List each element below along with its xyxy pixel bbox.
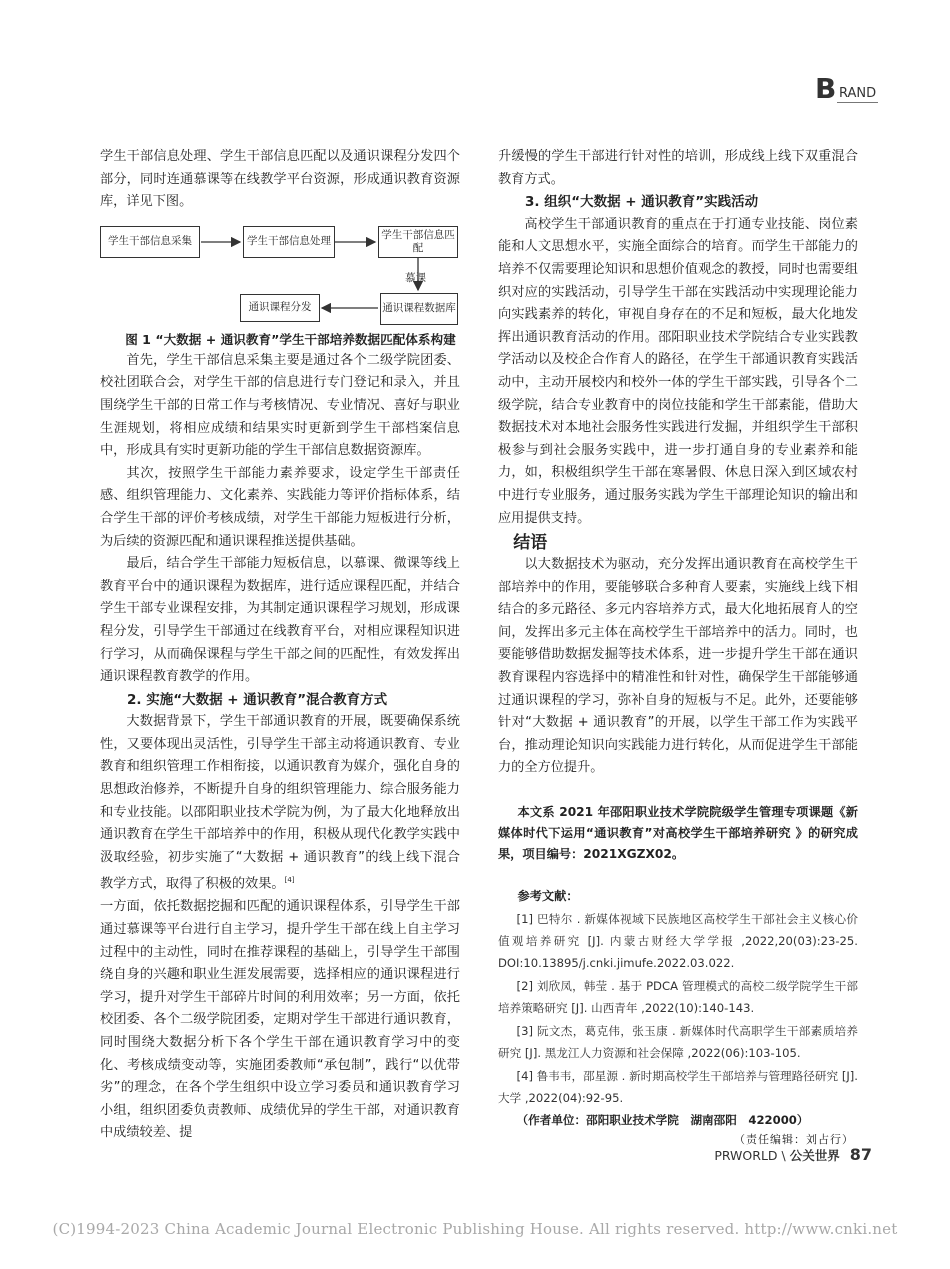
node-info-matching: 学生干部信息匹配 — [378, 226, 458, 258]
author-affiliation: （作者单位：邵阳职业技术学院 湖南邵阳 422000） — [516, 1113, 809, 1128]
references-title: 参考文献： — [517, 889, 579, 904]
reference-item: [4] 鲁韦韦，邵星源 . 新时期高校学生干部培养与管理路径研究 [J]. 大学 ,2022(04):92-95. — [498, 1069, 858, 1106]
paragraph: 首先，学生干部信息采集主要是通过各个二级学院团委、校社团联合会，对学生干部的信息进行专门登记和录入，并且围绕学生干部的日常工作与考核情况、专业情况、喜好与职业生涯规划，将相应成绩和结果实时更新到学生干部档案信息中，形成具有实时更新功能的学生干部信息数据资源库。 — [100, 352, 460, 459]
section-heading-2: 2. 实施“大数据 + 通识教育”混合教育方式 — [127, 691, 388, 708]
paragraph — [100, 711, 460, 896]
reference-item: [1] 巴特尔 . 新媒体视域下民族地区高校学生干部社会主义核心价值观培养研究 [J]. 内蒙古财经大学学报 ,2022,20(03):23-25. DOI:10.13895/j.cnki.jimufe.2022.03.022. — [498, 912, 858, 971]
paragraph: 高校学生干部通识教育的重点在于打通专业技能、岗位素能和人文思想水平，实施全面综合的培育。而学生干部能力的培养不仅需要理论知识和思想价值观念的教授，同时也需要组织对应的实践活动，引导学生干部在实践活动中实现理论能力向实践素养的转化，审视自身存在的不足和短板，最大化地发挥出通识教育活动的作用。邵阳职业技术学院结合专业实践教学活动以及校企合作育人的路径，在学生干部通识教育实践活动中，主动开展校内和校外一体的学生干部实践，引导各个二级学院，结合专业教育中的岗位技能和学生干部素能，借助大数据技术对本地社会服务性实践进行发掘，并组织学生干部积极参与到社会服务实践中，进一步打通自身的专业素养和能力，如，积极组织学生干部在寒暑假、休息日深入到区域农村中进行专业服务，通过服务实践为学生干部理论知识的输出和应用提供支持。 — [498, 216, 858, 526]
paragraph: 其次，按照学生干部能力素养要求，设定学生干部责任感、组织管理能力、文化素养、实践能力等评价指标体系，结合学生干部的评价考核成绩，对学生干部能力短板进行分析，为后续的资源匹配和通识课程推送提供基础。 — [100, 465, 460, 549]
node-info-processing: 学生干部信息处理 — [243, 226, 335, 258]
copyright-watermark: (C)1994-2023 China Academic Journal Electronic Publishing House. All rights reserved. http://www.cnki.net — [52, 1220, 898, 1238]
magazine-name-cn: 公关世界 — [789, 1148, 840, 1163]
magazine-name-en: PRWORLD — [714, 1148, 778, 1163]
paragraph-text: 大数据背景下，学生干部通识教育的开展，既要确保系统性，又要体现出灵活性，引导学生干部主动将通识教育、专业教育和组织管理工作相衔接，以通识教育为媒介，强化自身的思想政治修养，不断提升自身的组织管理能力、综合服务能力和专业技能。以邵阳职业技术学院为例，为了最大化地释放出通识教育在学生干部培养中的作用，积极从现代化教学实践中汲取经验，初步实施了“大数据 + 通识教育”的线上线下混合教学方式，取得了积极的效果。 — [100, 714, 460, 892]
node-course-database: 通识课程数据库 — [380, 293, 458, 325]
edge-label-mooc: 慕课 — [405, 271, 426, 284]
brand-big-letter: B — [815, 72, 837, 105]
conclusion-heading: 结语 — [513, 533, 548, 554]
page-number: 87 — [849, 1145, 872, 1164]
paragraph: 最后，结合学生干部能力短板信息，以慕课、微课等线上教育平台中的通识课程为数据库，进行适应课程匹配，并结合学生干部专业课程安排，为其制定通识课程学习规划，形成课程分发，引导学生干部通过在线教育平台，对相应课程知识进行学习，从而确保课程与学生干部之间的匹配性，有效发挥出通识课程教育教学的作用。 — [100, 556, 460, 685]
continued-paragraph: 升缓慢的学生干部进行针对性的培训，形成线上线下双重混合教育方式。 — [498, 149, 858, 187]
left-column — [100, 146, 460, 1145]
right-column — [498, 146, 858, 1150]
flow-diagram — [100, 218, 460, 330]
editor-note: （责任编辑：刘占行） — [734, 1133, 854, 1147]
reference-item: [3] 阮文杰，葛克伟，张玉康 . 新媒体时代高职学生干部素质培养研究 [J]. 黑龙江人力资源和社会保障 ,2022(06):103-105. — [498, 1024, 858, 1061]
paragraph: 一方面，依托数据挖掘和匹配的通识课程体系，引导学生干部通过慕课等平台进行自主学习，提升学生干部在线上自主学习过程中的主动性，同时在推荐课程的基础上，引导学生干部围绕自身的兴趣和职业生涯发展需要，选择相应的通识课程进行学习，提升对学生干部碎片时间的利用效率；另一方面，依托校团委、各个二级学院团委，定期对学生干部进行通识教育，同时围绕大数据分析下各个学生干部在通识教育学习中的变化、考核成绩变动等，实施团委教师“承包制”，践行“以优带劣”的理念，在各个学生组织中设立学习委员和通识教育学习小组，组织团委负责教师、成绩优异的学生干部，对通识教育中成绩较差、提 — [100, 899, 460, 1141]
intro-paragraph: 学生干部信息处理、学生干部信息匹配以及通识课程分发四个部分，同时连通慕课等在线教学平台资源，形成通识教育资源库，详见下图。 — [100, 149, 460, 210]
brand-logo — [815, 74, 877, 104]
node-course-distribution: 通识课程分发 — [240, 294, 320, 322]
brand-small-text: RAND — [839, 86, 877, 101]
funding-note: 本文系 2021 年邵阳职业技术学院院级学生管理专项课题《新媒体时代下运用“通识教育”对高校学生干部培养研究 》的研究成果，项目编号：2021XGZX02。 — [498, 805, 858, 862]
section-heading-3: 3. 组织“大数据 + 通识教育”实践活动 — [525, 194, 759, 211]
figure-caption: 图 1 “大数据 + 通识教育”学生干部培养数据匹配体系构建 — [125, 331, 456, 347]
node-info-collection: 学生干部信息采集 — [100, 226, 200, 258]
page-footer — [714, 1145, 872, 1164]
conclusion-paragraph: 以大数据技术为驱动，充分发挥出通识教育在高校学生干部培养中的作用，要能够联合多种育人要素，实施线上线下相结合的多元路径、多元内容培养方式，最大化地拓展育人的空间，发挥出多元主体在高校学生干部培养中的活力。同时，也要能够借助数据发掘等技术体系，进一步提升学生干部在通识教育课程内容选择中的精准性和针对性，确保学生干部能够通过通识课程的学习，弥补自身的短板与不足。此外，还要能够针对“大数据 + 通识教育”的开展，以学生干部工作为实践平台，推动理论知识向实践能力进行转化，从而促进学生干部能力的全方位提升。 — [498, 557, 858, 776]
citation-marker: [4] — [284, 876, 295, 885]
reference-item: [2] 刘欣凤，韩莹 . 基于 PDCA 管理模式的高校二级学院学生干部培养策略研究 [J]. 山西青年 ,2022(10):140-143. — [498, 979, 858, 1016]
footer-separator: \ — [781, 1148, 786, 1163]
